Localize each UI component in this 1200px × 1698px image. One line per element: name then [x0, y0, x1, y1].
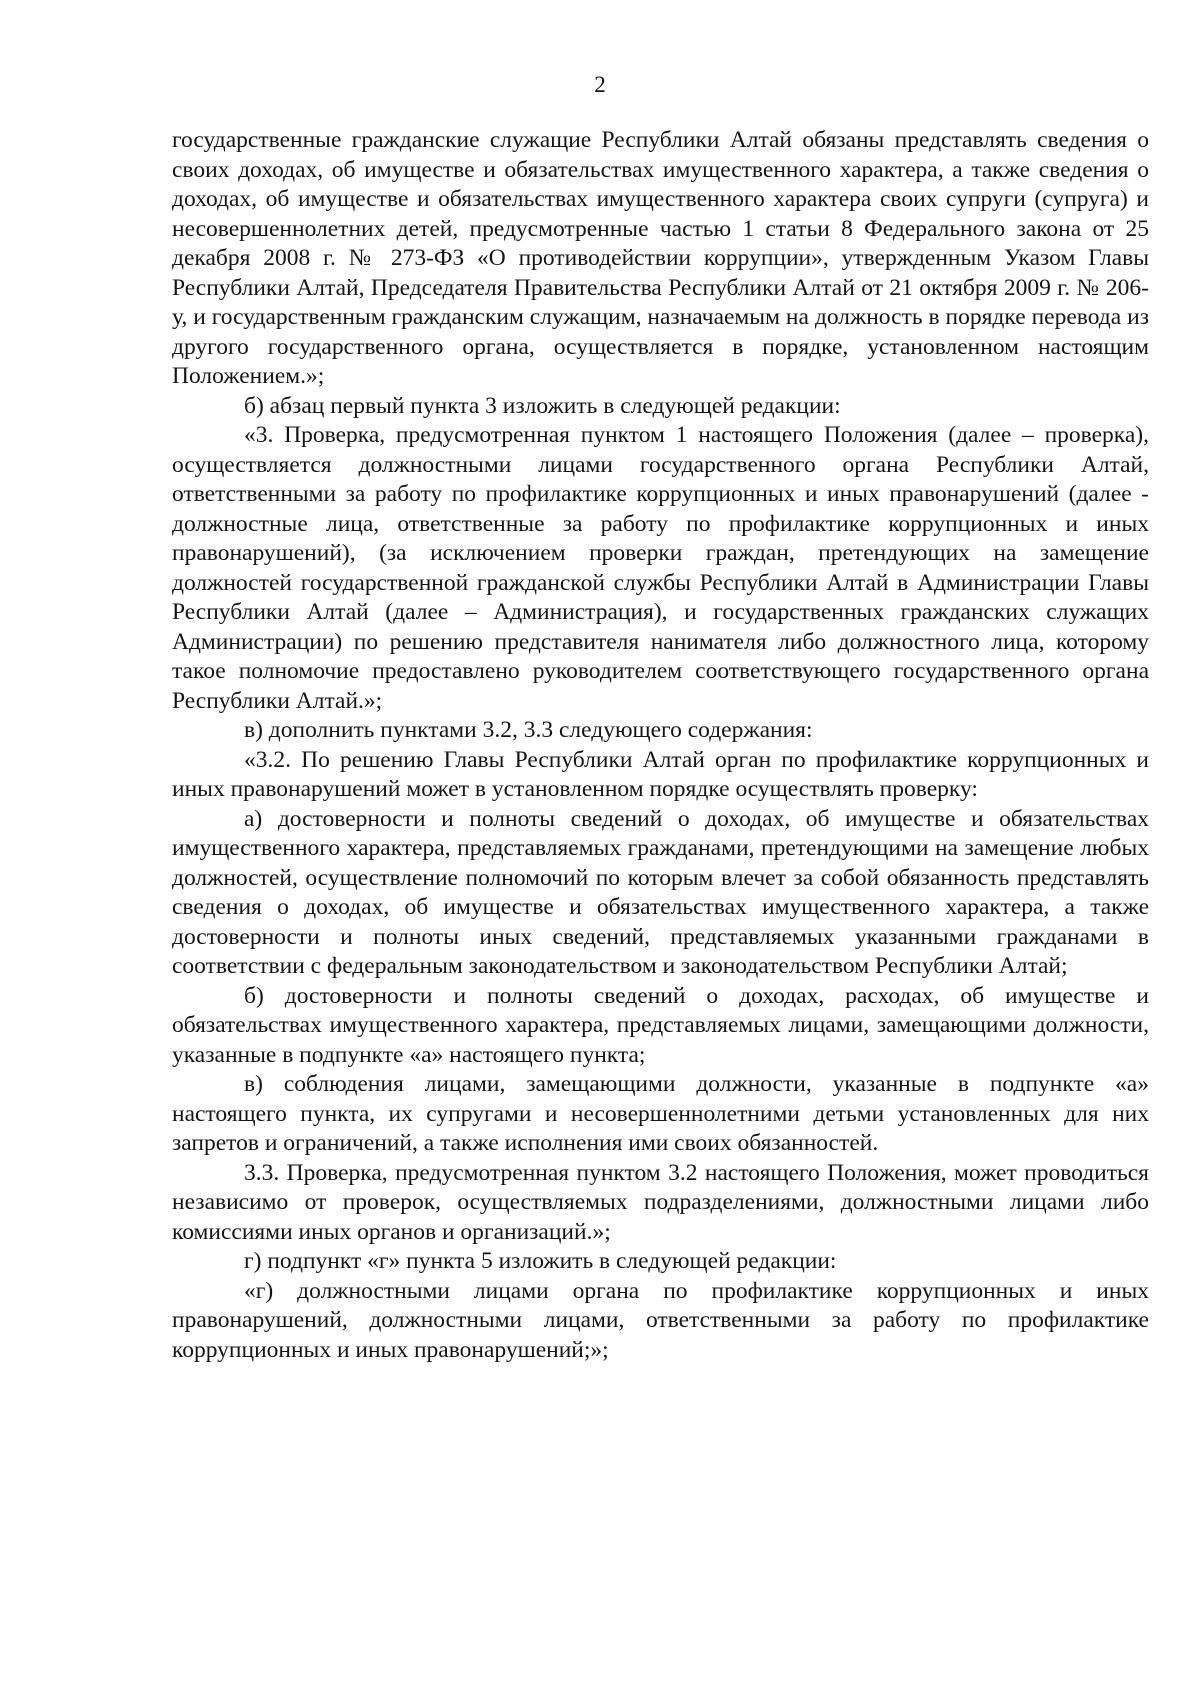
- paragraph-subclause-b: б) достоверности и полноты сведений о доходах, расходах, об имуществе и обязательствах имущественного характера, представляемых лицами, замещающими должности, указанные в подпункте «а» настоящего пункта;: [172, 982, 1149, 1068]
- paragraph-clause-3-2: «3.2. По решению Главы Республики Алтай орган по профилактике коррупционных и иных правонарушений может в установленном порядке осуществлять проверку:: [172, 746, 1149, 802]
- paragraph-clause-3-3: 3.3. Проверка, предусмотренная пунктом 3.2 настоящего Положения, может проводиться независимо от проверок, осуществляемых подразделениями, должностными лицами либо комиссиями иных органов и организаций.»;: [172, 1159, 1149, 1245]
- paragraph-amendment-b: б) абзац первый пункта 3 изложить в следующей редакции:: [244, 392, 841, 419]
- paragraph-subclause-a: а) достоверности и полноты сведений о доходах, об имуществе и обязательствах имущественного характера, представляемых гражданами, претендующими на замещение любых должностей, осуществление полномочий по которым влечет за собой обязанность представлять сведения о доходах, об имуществе и обязательствах имущественного характера, а также достоверности и полноты иных сведений, представляемых указанными гражданами в соответствии с федеральным законодательством и законодательством Республики Алтай;: [172, 805, 1149, 979]
- page-number: 2: [594, 72, 606, 97]
- paragraph-clause-3: «3. Проверка, предусмотренная пунктом 1 настоящего Положения (далее – проверка), осуществляется должностными лицами государственного органа Республики Алтай, ответственными за работу по профилактике коррупционных и иных правонарушений (далее - должностные лица, ответственные за работу по профилактике коррупционных и иных правонарушений), (за исключением проверки граждан, претендующих на замещение должностей государственной гражданской службы Республики Алтай в Администрации Главы Республики Алтай (далее – Администрация), и государственных гражданских служащих Администрации) по решению представителя нанимателя либо должностного лица, которому такое полномочие предоставлено руководителем соответствующего государственного органа Республики Алтай.»;: [172, 422, 1149, 714]
- paragraph-amendment-g: г) подпункт «г» пункта 5 изложить в следующей редакции:: [244, 1248, 837, 1274]
- paragraph-intro-continuation: государственные гражданские служащие Республики Алтай обязаны представлять сведения о своих доходах, об имуществе и обязательствах имущественного характера, а также сведения о доходах, об имуществе и обязательствах имущественного характера своих супруги (супруга) и несовершеннолетних детей, предусмотренные частью 1 статьи 8 Федерального закона от 25 декабря 2008 г. № 273-ФЗ «О противодействии коррупции», утвержденным Указом Главы Республики Алтай, Председателя Правительства Республики Алтай от 21 октября 2009 г. № 206-у, и государственным гражданским служащим, назначаемым на должность в порядке перевода из другого государственного органа, осуществляется в порядке, установленном настоящим Положением.»;: [172, 127, 1149, 389]
- paragraph-amendment-v: в) дополнить пунктами 3.2, 3.3 следующего содержания:: [244, 717, 813, 743]
- paragraph-subclause-v: в) соблюдения лицами, замещающими должности, указанные в подпункте «а» настоящего пункта, их супругами и несовершеннолетними детьми установленных для них запретов и ограничений, а также исполнения ими своих обязанностей.: [172, 1071, 1149, 1156]
- paragraph-subclause-g: «г) должностными лицами органа по профилактике коррупционных и иных правонарушений, должностными лицами, ответственными за работу по профилактике коррупционных и иных правонарушений;»;: [172, 1277, 1149, 1363]
- document-body: [172, 126, 1149, 1365]
